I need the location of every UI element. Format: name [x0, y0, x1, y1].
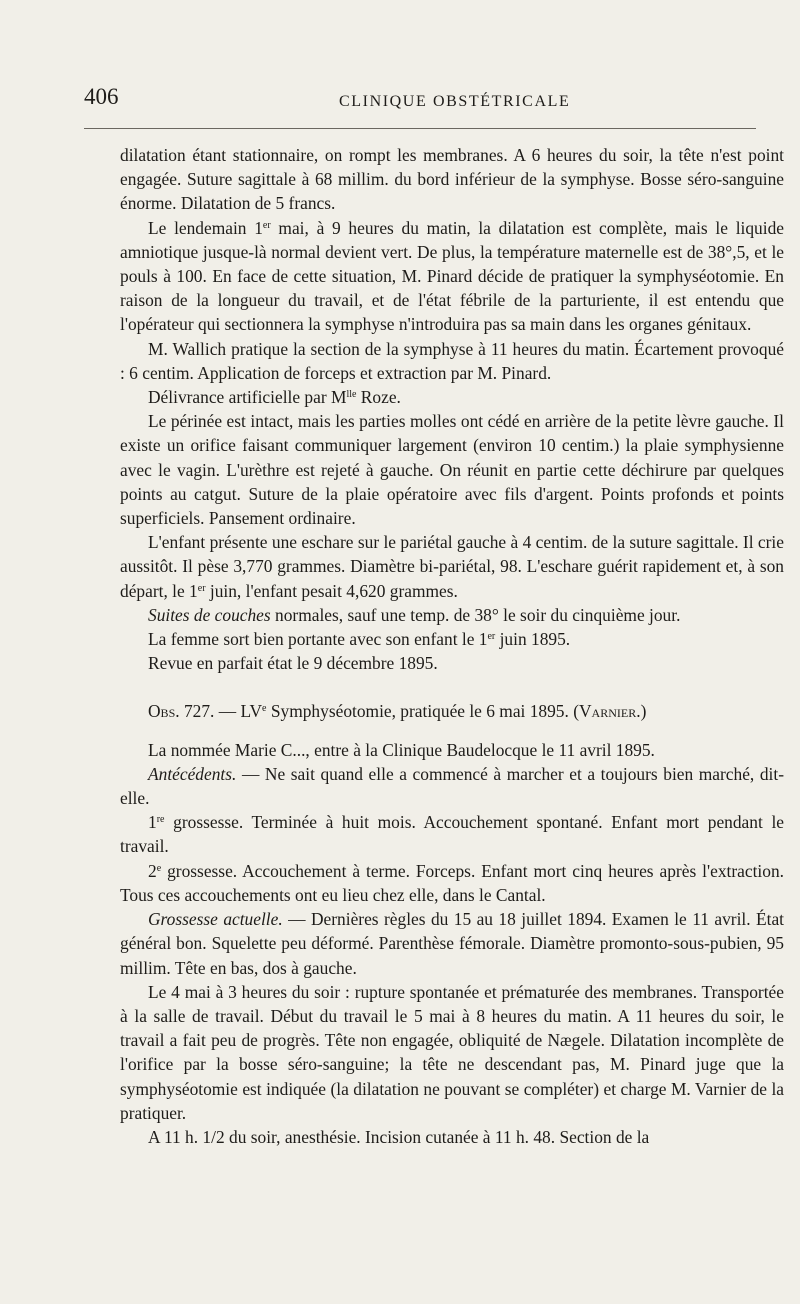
paragraph: Suites de couches normales, sauf une temp. de 38° le soir du cinquième jour. — [148, 604, 681, 625]
paragraph: Le 4 mai à 3 heures du soir : rupture spontanée et prématurée des membranes. Transportée à la salle de travail. Début du travail le 5 mai à 8 heures du matin. A 11 heures du soir, le travail a fait peu de progrès. Tête non engagée, obliquité de Nægele. Dilatation incomplète de l'orifice par la bosse séro-sanguine; la tête ne descendant pas, M. Pinard juge que la symphyséotomie est indiquée (la dilatation ne pouvant se compléter) et charge M. Varnier de la pratiquer. — [120, 981, 784, 1123]
paragraph: M. Wallich pratique la section de la symphyse à 11 heures du matin. Écartement provoqué : 6 centim. Application de forceps et extraction par M. Pinard. — [120, 338, 784, 383]
paragraph: 1re grossesse. Terminée à huit mois. Accouchement spontané. Enfant mort pendant le travail. — [120, 812, 784, 857]
paragraph: L'enfant présente une eschare sur le pariétal gauche à 4 centim. de la suture sagittale. Il crie aussitôt. Il pèse 3,770 grammes. Diamètre bi-pariétal, 98. L'eschare guérit rapidement et, à son départ, le 1er juin, l'enfant pesait 4,620 grammes. — [120, 532, 784, 601]
paragraph: Le périnée est intact, mais les parties molles ont cédé en arrière de la petite lèvre gauche. Il existe un orifice faisant communiquer largement (environ 10 centim.) la plaie symphysienne avec le vagin. L'urèthre est rejeté à gauche. On réunit en partie cette déchirure par quelques points au catgut. Suture de la plaie opératoire avec fils d'argent. Points profonds et points superficiels. Pansement ordinaire. — [120, 411, 784, 529]
page-header — [84, 84, 784, 124]
running-head: CLINIQUE OBSTÉTRICALE — [339, 93, 571, 110]
paragraph: Le lendemain 1er mai, à 9 heures du matin, la dilatation est complète, mais le liquide amniotique jusque-là normal devient vert. De plus, la température maternelle est de 38°,5, et le pouls à 100. En face de cette situation, M. Pinard décide de pratiquer la symphyséotomie. En raison de la longueur du travail, et de l'état fébrile de la parturiente, il est entendu que l'opérateur qui sectionnera la symphyse n'introduira pas sa main dans les organes génitaux. — [120, 217, 784, 335]
paragraph: Délivrance artificielle par $M^{lle}$ Roze. — [148, 387, 401, 408]
paragraph: La nommée Marie C..., entre à la Clinique Baudelocque le 11 avril 1895. — [148, 739, 655, 760]
paragraph: Revue en parfait état le 9 décembre 1895. — [148, 653, 438, 674]
paragraph: Grossesse actuelle. — Dernières règles du 15 au 18 juillet 1894. Examen le 11 avril. État général bon. Squelette peu déformé. Parenthèse fémorale. Diamètre promonto-sous-pubien, 95 millim. Tête en bas, dos à gauche. — [120, 909, 785, 978]
paragraph: La femme sort bien portante avec son enfant le 1er juin 1895. — [148, 629, 571, 650]
paragraph: Antécédents. — Ne sait quand elle a commencé à marcher et a toujours bien marché, dit-elle. — [120, 763, 784, 809]
paragraph: 2e grossesse. Accouchement à terme. Forceps. Enfant mort cinq heures après l'extraction. Tous ces accouchements ont eu lieu chez elle, dans le Cantal. — [120, 860, 784, 905]
page-number: 406 — [84, 84, 119, 109]
header-rule — [84, 128, 756, 129]
observation-heading: Obs. 727. — LVe Symphyséotomie, pratiquée le 6 mai 1895. (Varnier.) — [148, 701, 647, 722]
paragraph: A 11 h. 1/2 du soir, anesthésie. Incision cutanée à 11 h. 48. Section de la — [148, 1126, 650, 1147]
paragraph: dilatation étant stationnaire, on rompt les membranes. A 6 heures du soir, la tête n'est point engagée. Suture sagittale à 68 millim. du bord inférieur de la symphyse. Bosse séro-sanguine énorme. Dilatation de 5 francs. — [120, 145, 784, 214]
page-body — [120, 143, 784, 1149]
